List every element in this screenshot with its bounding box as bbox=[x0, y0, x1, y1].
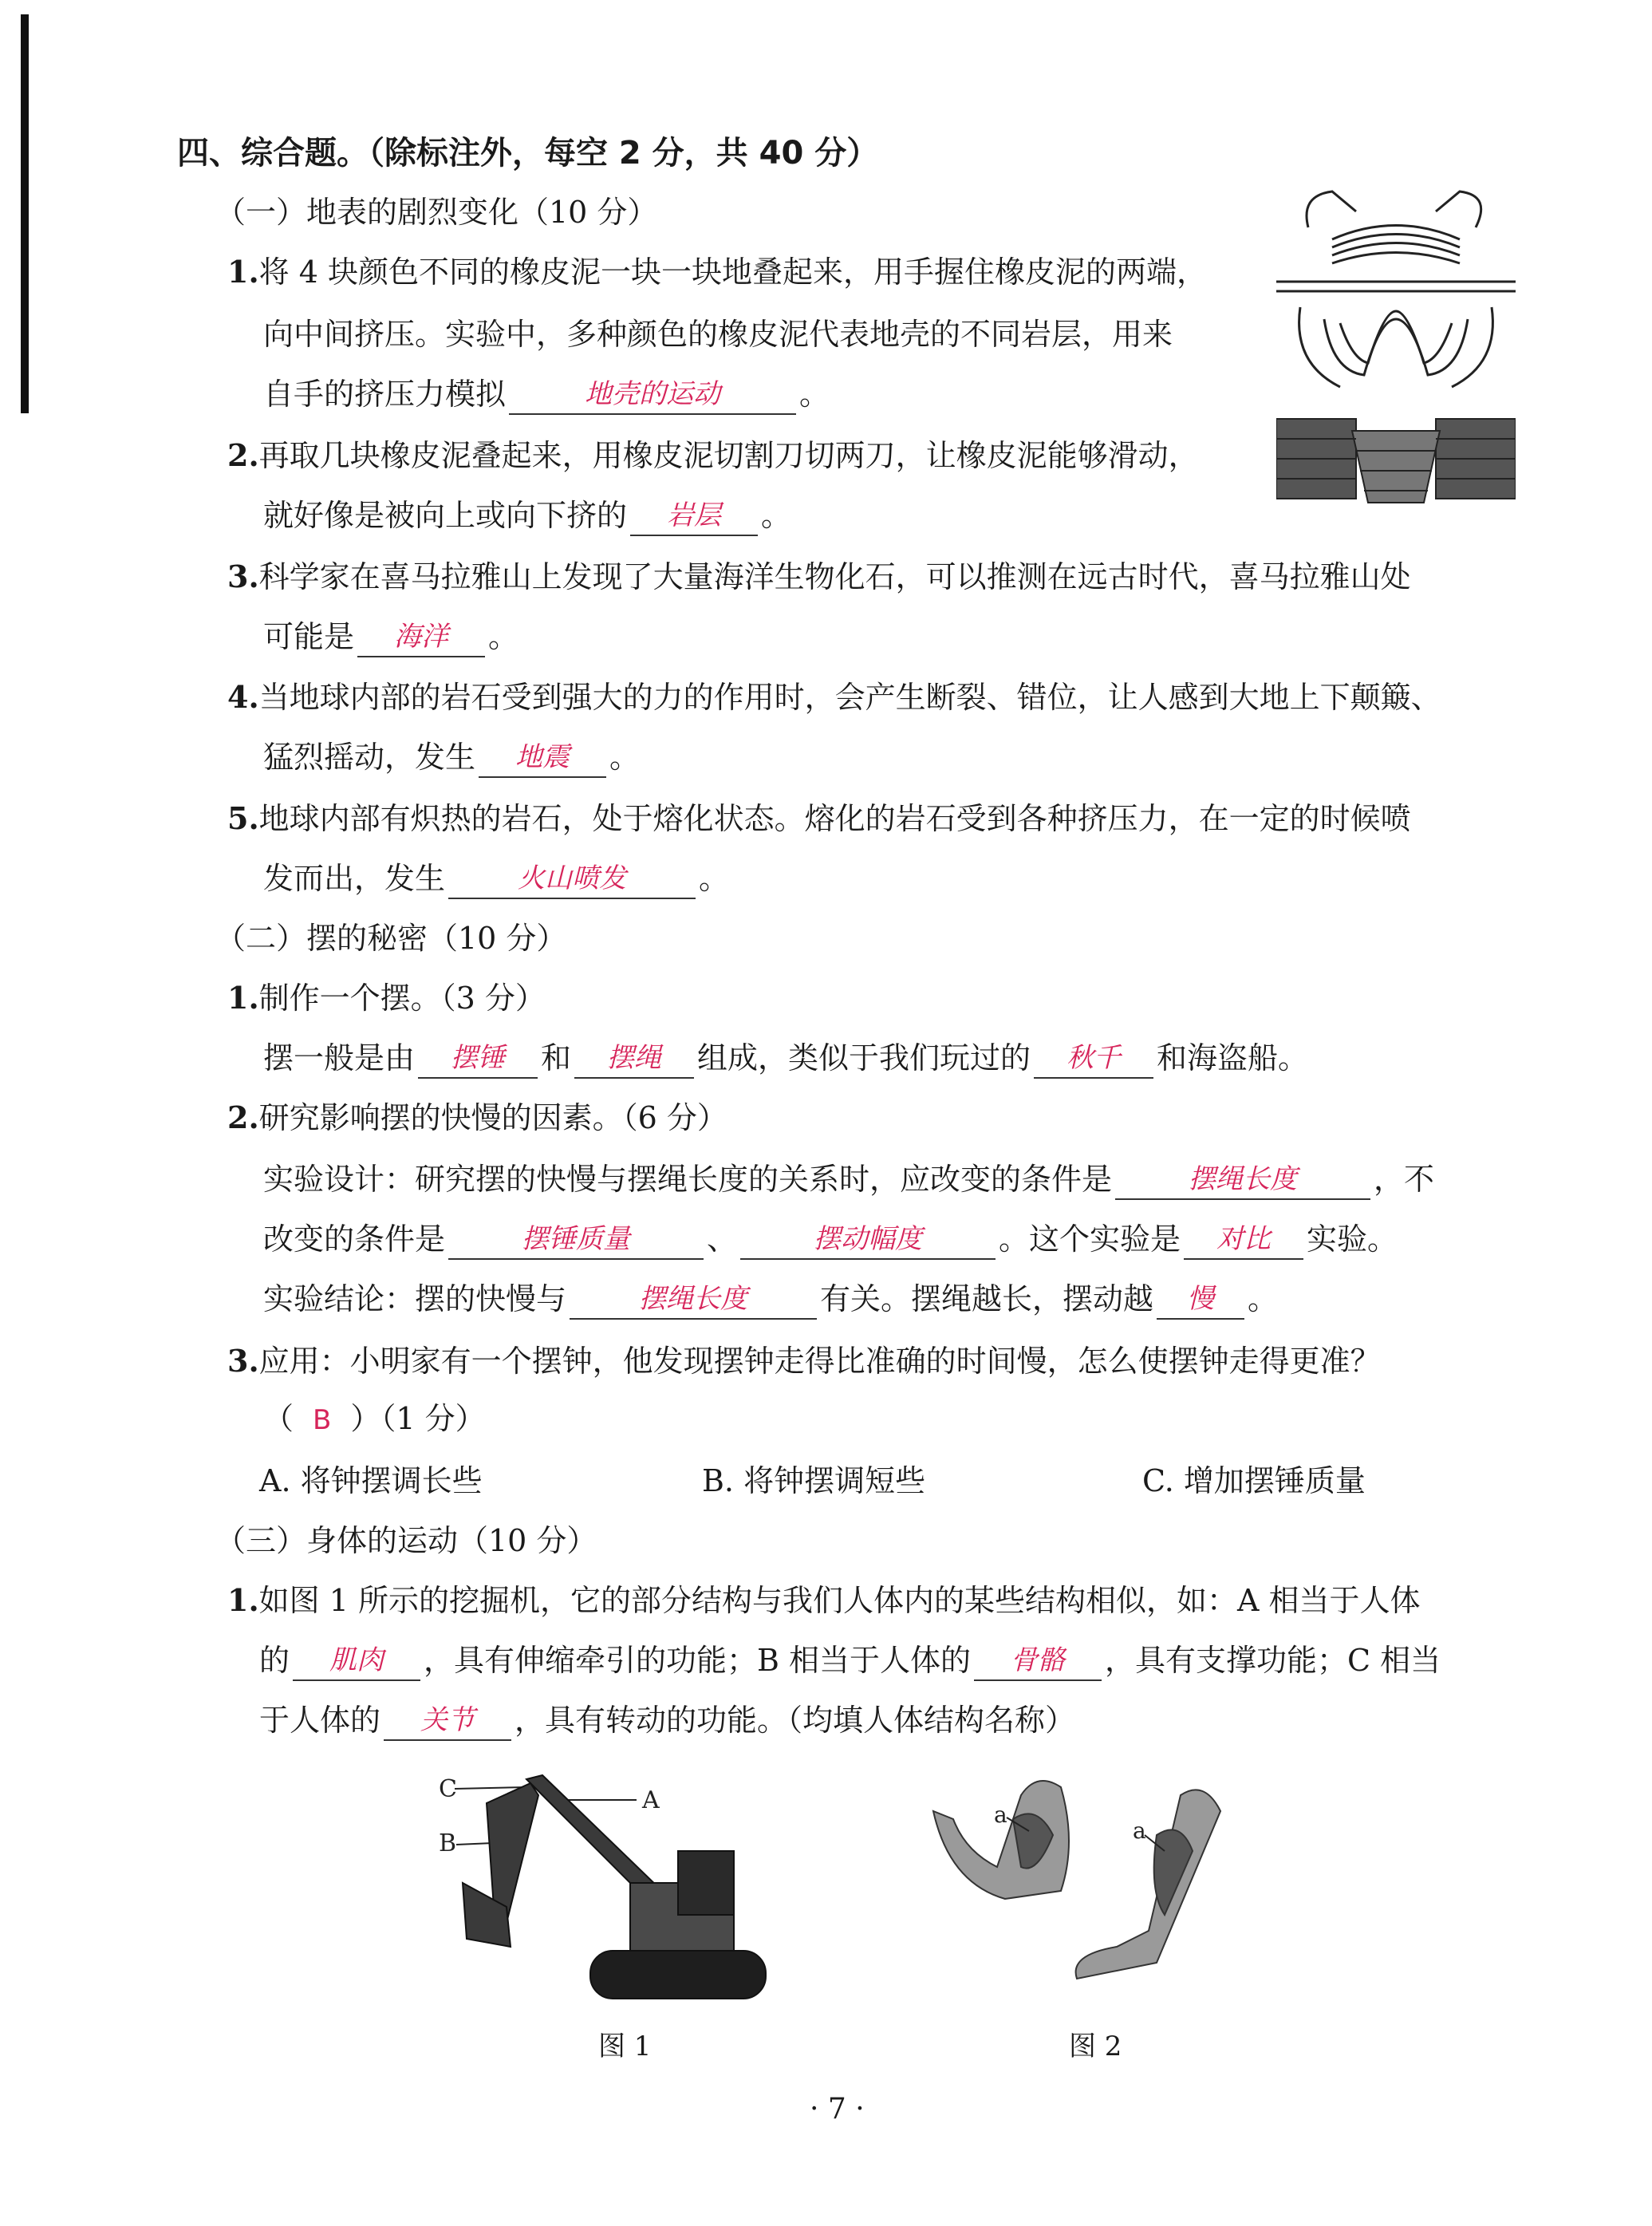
q-text: 的 bbox=[259, 1643, 290, 1678]
p2-q2-constants bbox=[263, 1218, 1398, 1260]
answer-blank[interactable]: 岩层 bbox=[630, 496, 758, 536]
q-text: ，具有支撑功能；C 相当 bbox=[1105, 1643, 1441, 1678]
answer-blank[interactable]: 摆绳长度 bbox=[570, 1280, 817, 1320]
answer-blank[interactable]: 摆锤质量 bbox=[448, 1220, 704, 1260]
answer-blank[interactable]: 骨骼 bbox=[974, 1641, 1102, 1681]
answer-blank[interactable]: 摆动幅度 bbox=[740, 1220, 996, 1260]
q-number: 1. bbox=[227, 254, 259, 290]
answer-blank[interactable]: 关节 bbox=[384, 1701, 511, 1741]
q-text: 自手的挤压力模拟 bbox=[263, 377, 507, 412]
q-text: 。 bbox=[488, 619, 519, 654]
q-text: 组成，类似于我们玩过的 bbox=[697, 1040, 1031, 1076]
fig2-label-a1: a bbox=[994, 1802, 1007, 1828]
fig1-label-b: B bbox=[439, 1829, 457, 1857]
q-text: 如图 1 所示的挖掘机，它的部分结构与我们人体内的某些结构相似，如：A 相当于人体 bbox=[258, 1583, 1421, 1618]
q-number: 3. bbox=[227, 558, 259, 594]
answer-blank[interactable]: 摆绳 bbox=[574, 1039, 694, 1079]
fig2-label-a2: a bbox=[1133, 1818, 1146, 1844]
q-text: （ bbox=[263, 1401, 294, 1436]
q-number: 3. bbox=[227, 1343, 259, 1379]
option-a: A. 将钟摆调长些 bbox=[259, 1463, 483, 1498]
p1-q5-line2 bbox=[263, 858, 729, 899]
section-title: 四、综合题。（除标注外，每空 2 分，共 40 分） bbox=[177, 135, 879, 172]
q-text: 制作一个摆。（3 分） bbox=[258, 981, 546, 1016]
answer-blank[interactable]: 火山喷发 bbox=[448, 859, 696, 899]
answer-blank[interactable]: 肌肉 bbox=[293, 1641, 420, 1681]
answer-blank[interactable]: 慢 bbox=[1157, 1280, 1244, 1320]
option-c: C. 增加摆锤质量 bbox=[1142, 1463, 1366, 1498]
q-text: 。 bbox=[799, 377, 830, 412]
page-number: · 7 · bbox=[810, 2093, 865, 2125]
p2-q2-conclusion bbox=[263, 1278, 1278, 1320]
p1-q1-line3 bbox=[263, 373, 830, 415]
p1-q1-line1 bbox=[227, 251, 1207, 293]
q-text: 研究影响摆的快慢的因素。（6 分） bbox=[258, 1100, 727, 1135]
answer-blank[interactable]: 对比 bbox=[1184, 1220, 1303, 1260]
p1-q1-line2: 向中间挤压。实验中，多种颜色的橡皮泥代表地壳的不同岩层，用来 bbox=[263, 317, 1173, 352]
p3-q1-line1 bbox=[227, 1580, 1421, 1621]
fig1-label-c: C bbox=[439, 1775, 457, 1803]
clay-folding-illustration bbox=[1276, 180, 1516, 395]
p1-q5-line1 bbox=[227, 798, 1411, 839]
choice-answer[interactable]: B bbox=[313, 1404, 332, 1436]
fault-blocks-illustration bbox=[1276, 411, 1516, 507]
p2-q2-design bbox=[263, 1158, 1434, 1200]
p2-q1-line2 bbox=[263, 1037, 1308, 1079]
p2-q1-line1 bbox=[227, 977, 546, 1019]
part2-title: （二）摆的秘密（10 分） bbox=[215, 921, 567, 956]
q-text: 摆一般是由 bbox=[263, 1040, 416, 1076]
q-text: 将 4 块颜色不同的橡皮泥一块一块地叠起来，用手握住橡皮泥的两端， bbox=[258, 255, 1208, 290]
answer-blank[interactable]: 秋千 bbox=[1034, 1039, 1153, 1079]
q-text: 和 bbox=[541, 1040, 572, 1076]
q-number: 4. bbox=[227, 679, 259, 715]
q-text: 实验。 bbox=[1307, 1222, 1398, 1257]
excavator-figure bbox=[431, 1755, 798, 2011]
p1-q2-line1 bbox=[227, 435, 1199, 476]
q-text: 实验结论：摆的快慢与 bbox=[263, 1281, 567, 1316]
q-text: 地球内部有炽热的岩石，处于熔化状态。熔化的岩石受到各种挤压力，在一定的时候喷 bbox=[258, 801, 1411, 836]
q-text: 再取几块橡皮泥叠起来，用橡皮泥切割刀切两刀，让橡皮泥能够滑动， bbox=[258, 438, 1199, 473]
p2-q2-line1 bbox=[227, 1097, 727, 1139]
q-number: 1. bbox=[227, 1582, 259, 1618]
q-text: 科学家在喜马拉雅山上发现了大量海洋生物化石，可以推测在远古时代，喜马拉雅山处 bbox=[258, 559, 1411, 594]
part1-title: （一）地表的剧烈变化（10 分） bbox=[215, 195, 658, 230]
q-text: ，不 bbox=[1374, 1162, 1435, 1197]
fig2-caption: 图 2 bbox=[1069, 2031, 1122, 2062]
q-text: ，具有伸缩牵引的功能；B 相当于人体的 bbox=[424, 1643, 972, 1678]
q-number: 2. bbox=[227, 1099, 259, 1135]
q-text: 。这个实验是 bbox=[999, 1222, 1181, 1257]
answer-blank[interactable]: 地壳的运动 bbox=[509, 375, 796, 415]
q-text: ）（1 分） bbox=[350, 1401, 486, 1436]
q-text: 。 bbox=[609, 740, 641, 775]
p2-q3-answer-line bbox=[263, 1398, 486, 1441]
p1-q4-line1 bbox=[227, 677, 1441, 718]
q-text: 。 bbox=[1248, 1281, 1279, 1316]
p1-q4-line2 bbox=[263, 736, 640, 778]
q-text: 。 bbox=[699, 861, 730, 896]
answer-blank[interactable]: 摆绳长度 bbox=[1115, 1160, 1370, 1200]
q-text: ，具有转动的功能。（均填人体结构名称） bbox=[515, 1703, 1076, 1738]
answer-blank[interactable]: 摆锤 bbox=[418, 1039, 538, 1079]
q-text: 猛烈摇动，发生 bbox=[263, 740, 476, 775]
p3-q1-line2 bbox=[259, 1640, 1441, 1681]
q-number: 5. bbox=[227, 800, 259, 836]
q-text: 于人体的 bbox=[259, 1703, 381, 1738]
q-text: 改变的条件是 bbox=[263, 1222, 446, 1257]
fig1-label-a: A bbox=[642, 1786, 660, 1814]
p1-q2-line2 bbox=[263, 495, 791, 536]
p1-q3-line2 bbox=[263, 616, 518, 657]
answer-blank[interactable]: 地震 bbox=[479, 738, 606, 778]
q-text: 。 bbox=[761, 498, 792, 533]
q-number: 1. bbox=[227, 980, 259, 1016]
q-text: 就好像是被向上或向下挤的 bbox=[263, 498, 628, 533]
p2-q3-line1 bbox=[227, 1340, 1381, 1382]
fig1-caption: 图 1 bbox=[598, 2031, 652, 2062]
p1-q3-line1 bbox=[227, 556, 1411, 598]
q-text: 实验设计：研究摆的快慢与摆绳长度的关系时，应改变的条件是 bbox=[263, 1162, 1113, 1197]
option-b: B. 将钟摆调短些 bbox=[702, 1463, 926, 1498]
answer-blank[interactable]: 海洋 bbox=[357, 618, 485, 657]
p3-q1-line3 bbox=[259, 1699, 1075, 1741]
q-text: 发而出，发生 bbox=[263, 861, 446, 896]
arm-muscle-figure bbox=[917, 1763, 1260, 2003]
q-number: 2. bbox=[227, 437, 259, 473]
q-text: 当地球内部的岩石受到强大的力的作用时，会产生断裂、错位，让人感到大地上下颠簸、 bbox=[258, 680, 1441, 715]
q-text: 可能是 bbox=[263, 619, 355, 654]
q-text: 和海盗船。 bbox=[1157, 1040, 1309, 1076]
q-text: 有关。摆绳越长，摆动越 bbox=[820, 1281, 1154, 1316]
q-text: 、 bbox=[707, 1222, 738, 1257]
part3-title: （三）身体的运动（10 分） bbox=[215, 1523, 597, 1558]
q-text: 应用：小明家有一个摆钟，他发现摆钟走得比准确的时间慢，怎么使摆钟走得更准？ bbox=[258, 1344, 1381, 1379]
